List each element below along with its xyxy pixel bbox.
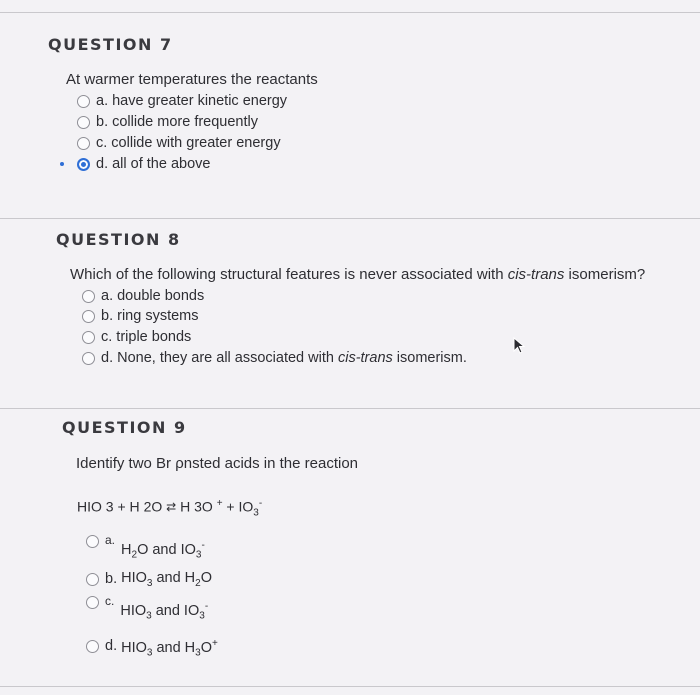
mouse-pointer-icon xyxy=(513,337,527,355)
eq-text: + xyxy=(117,498,126,515)
equilibrium-arrows-icon: ⇄ xyxy=(166,499,177,514)
option-letter: b. xyxy=(105,571,118,588)
eq-text: O xyxy=(201,498,213,515)
option-emphasis: cis-trans xyxy=(337,350,393,366)
option-label: c. collide with greater energy xyxy=(96,135,281,151)
option-label: $HIO_3$ and $H_3O^+$ xyxy=(121,638,218,659)
q8-option-a[interactable] xyxy=(82,288,204,304)
option-letter: c. xyxy=(105,594,115,608)
option-label: $H_2O$ and $IO_3^-$ xyxy=(121,540,205,561)
prompt-emphasis: cis-trans xyxy=(507,266,565,283)
q9-option-a[interactable] xyxy=(86,533,205,561)
radio-button[interactable] xyxy=(82,352,95,365)
question-7-prompt: At warmer temperatures the reactants xyxy=(66,71,318,88)
q8-option-c[interactable] xyxy=(82,329,191,345)
eq-text: + xyxy=(226,498,235,515)
radio-button[interactable] xyxy=(86,573,99,586)
radio-button[interactable] xyxy=(82,290,95,303)
question-7-title: QUESTION 7 xyxy=(48,35,173,54)
question-8-prompt xyxy=(70,266,645,283)
eq-text: + xyxy=(216,498,223,509)
eq-text: 3 xyxy=(253,507,259,519)
eq-text: HIO xyxy=(77,498,102,515)
q8-option-b[interactable] xyxy=(82,308,199,324)
option-label: c. triple bonds xyxy=(101,329,192,345)
eq-text: 2 xyxy=(143,498,152,515)
radio-button[interactable] xyxy=(77,95,90,108)
radio-button-checked[interactable] xyxy=(77,158,90,171)
eq-text: O xyxy=(151,498,163,515)
reaction-equation xyxy=(77,498,262,518)
prompt-text: Which of the following structural features is never associated with xyxy=(70,266,508,283)
bottom-divider xyxy=(0,686,700,687)
eq-text: H xyxy=(129,498,140,515)
q8-option-d[interactable] xyxy=(82,350,467,366)
eq-text: IO xyxy=(238,498,254,515)
option-label: b. collide more frequently xyxy=(96,114,258,130)
eq-text: 3 xyxy=(105,498,114,515)
eq-text: H xyxy=(180,498,191,515)
option-label xyxy=(101,350,467,366)
q9-option-c[interactable] xyxy=(86,594,208,622)
top-divider xyxy=(0,12,700,13)
option-label: $HIO_3$ and $IO_3^-$ xyxy=(120,601,209,622)
q7-option-c[interactable] xyxy=(77,135,281,151)
option-label: a. have greater kinetic energy xyxy=(96,93,288,109)
radio-button[interactable] xyxy=(82,331,95,344)
divider-q7-q8 xyxy=(0,218,700,219)
q7-option-d[interactable] xyxy=(77,156,210,172)
radio-button[interactable] xyxy=(86,535,99,548)
option-letter: a. xyxy=(105,533,116,547)
option-label: $HIO_3$ and $H_2O$ xyxy=(121,570,213,589)
q9-option-d[interactable] xyxy=(86,634,218,659)
prompt-text: isomerism? xyxy=(564,266,646,283)
option-label: a. double bonds xyxy=(101,288,205,304)
radio-button[interactable] xyxy=(77,137,90,150)
radio-button[interactable] xyxy=(77,116,90,129)
radio-button[interactable] xyxy=(82,310,95,323)
divider-q8-q9 xyxy=(0,408,700,409)
option-label: d. all of the above xyxy=(96,156,211,172)
q9-option-b[interactable] xyxy=(86,570,212,589)
option-label: b. ring systems xyxy=(101,308,199,324)
selected-indicator xyxy=(60,162,64,166)
option-text: d. None, they are all associated with xyxy=(101,350,338,366)
option-letter: d. xyxy=(105,638,118,655)
question-9-prompt: Identify two Br ρnsted acids in the reaction xyxy=(76,455,359,472)
eq-text: 3 xyxy=(194,498,202,515)
option-text: isomerism. xyxy=(392,350,467,366)
eq-text: - xyxy=(258,498,263,509)
radio-button[interactable] xyxy=(86,596,99,609)
question-9-title: QUESTION 9 xyxy=(62,418,187,437)
q7-option-a[interactable] xyxy=(77,93,287,109)
question-8-title: QUESTION 8 xyxy=(56,230,181,249)
radio-button[interactable] xyxy=(86,640,99,653)
q7-option-b[interactable] xyxy=(77,114,258,130)
